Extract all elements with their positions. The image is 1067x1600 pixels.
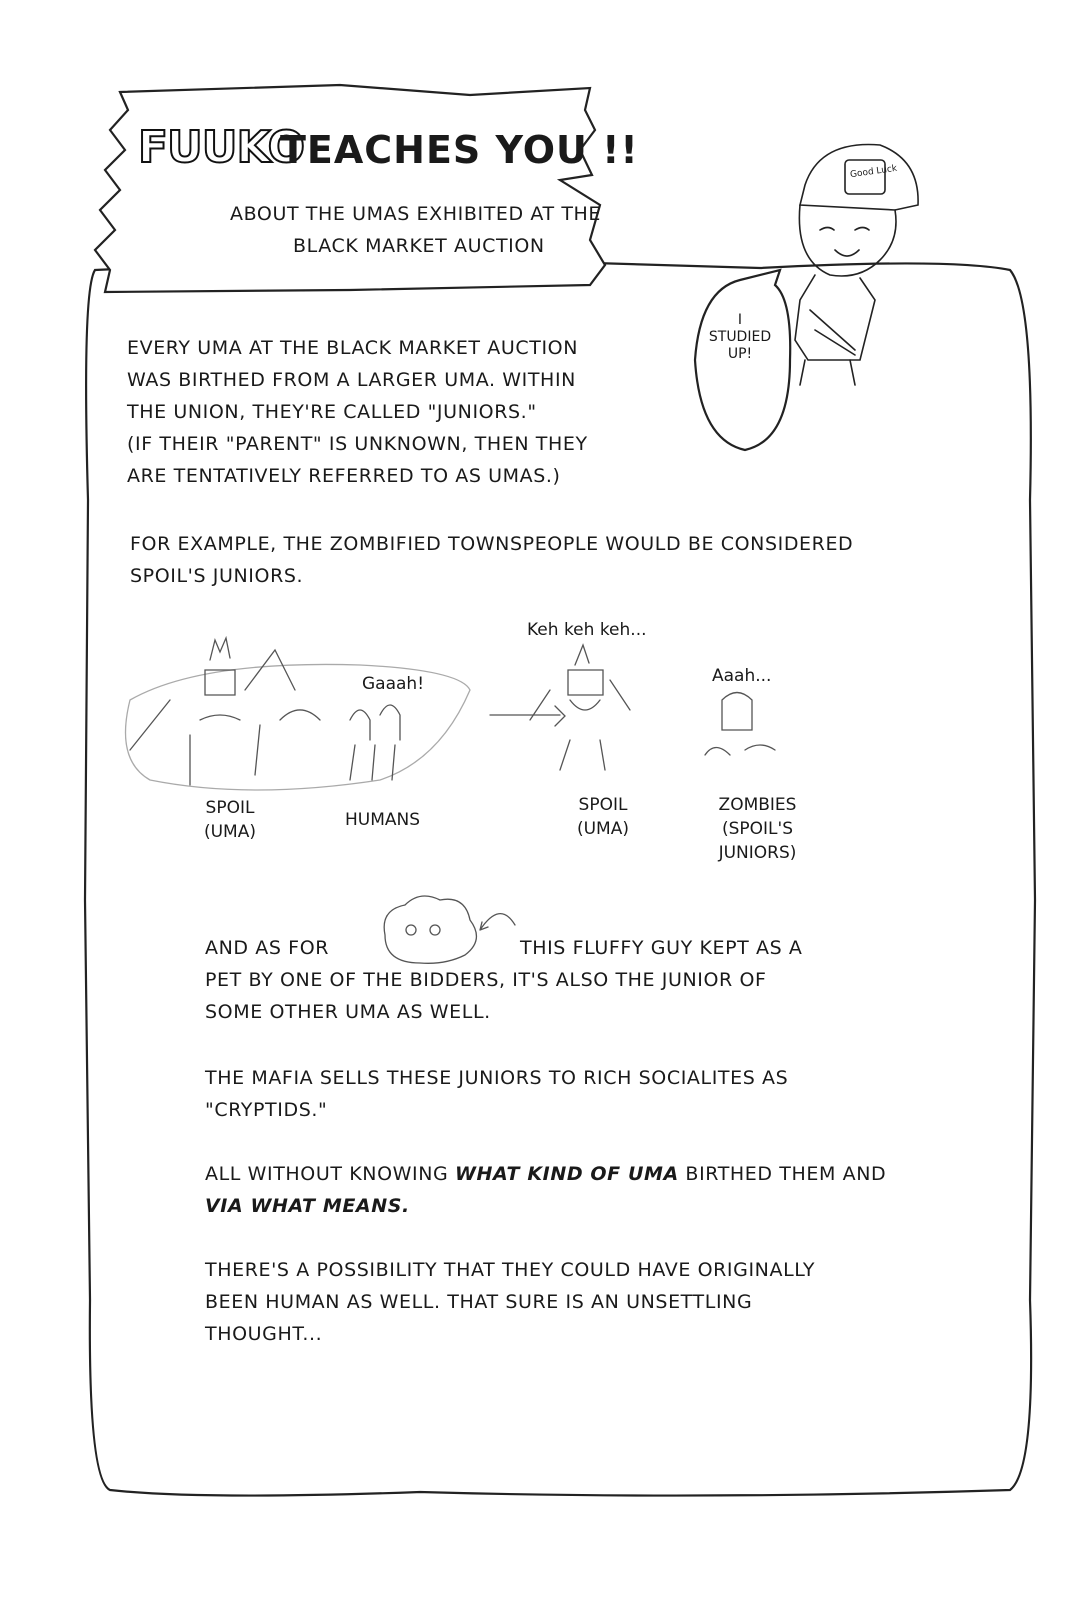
paragraph3-start: AND AS FOR — [205, 937, 330, 959]
label-humans: HUMANS — [344, 810, 421, 830]
label-line: (UMA) — [576, 819, 629, 839]
sfx-gaaah: Gaaah! — [362, 674, 425, 694]
bubble-line: STUDIED — [708, 329, 772, 345]
paragraph1-line: EVERY UMA AT THE BLACK MARKET AUCTION — [127, 337, 579, 359]
text: ALL WITHOUT KNOWING — [205, 1163, 455, 1185]
speech-bubble-text — [700, 312, 780, 363]
paragraph6-line: THERE'S A POSSIBILITY THAT THEY COULD HAVE ORIGINALLY — [205, 1259, 816, 1281]
paragraph3-line: PET BY ONE OF THE BIDDERS, IT'S ALSO THE JUNIOR OF — [205, 969, 767, 991]
text: BIRTHED THEM AND — [678, 1163, 887, 1185]
paragraph4-line: "CRYPTIDS." — [205, 1099, 328, 1121]
bubble-line: I — [737, 312, 743, 328]
paragraph5-line — [205, 1163, 886, 1185]
paragraph6-line: THOUGHT... — [205, 1323, 323, 1345]
label-line: (UMA) — [203, 822, 256, 842]
bubble-line: UP! — [727, 346, 753, 362]
title-box — [95, 85, 605, 292]
label-spoil-left — [190, 796, 270, 844]
hat-badge-text: Good Luck — [849, 163, 898, 181]
label-line: SPOIL — [578, 795, 628, 815]
paragraph1-line: (IF THEIR "PARENT" IS UNKNOWN, THEN THEY — [127, 433, 588, 455]
paragraph1-line: WAS BIRTHED FROM A LARGER UMA. WITHIN — [127, 369, 576, 391]
label-spoil-right — [563, 793, 643, 841]
label-line: (SPOIL'S — [721, 819, 793, 839]
paragraph2-line: SPOIL'S JUNIORS. — [130, 565, 304, 587]
title-fuuko: FUUKO — [138, 122, 305, 173]
emphasis: WHAT KIND OF UMA — [455, 1163, 679, 1185]
paragraph2-line: FOR EXAMPLE, THE ZOMBIFIED TOWNSPEOPLE WOULD BE CONSIDERED — [130, 533, 854, 555]
label-line: JUNIORS) — [718, 843, 797, 863]
paragraph1-line: THE UNION, THEY'RE CALLED "JUNIORS." — [127, 401, 537, 423]
subtitle-line: ABOUT THE UMAS EXHIBITED AT THE — [230, 203, 602, 225]
paragraph3-line: SOME OTHER UMA AS WELL. — [205, 1001, 491, 1023]
paragraph4-line: THE MAFIA SELLS THESE JUNIORS TO RICH SOCIALITES AS — [205, 1067, 789, 1089]
label-line: SPOIL — [205, 798, 255, 818]
title-teaches-you: TEACHES YOU !! — [280, 128, 639, 172]
sfx-keh: Keh keh keh... — [527, 620, 647, 640]
label-line: ZOMBIES — [718, 795, 797, 815]
sfx-aaah: Aaah... — [712, 666, 772, 686]
paragraph6-line: BEEN HUMAN AS WELL. THAT SURE IS AN UNSETTLING — [205, 1291, 753, 1313]
paragraph3-continue: THIS FLUFFY GUY KEPT AS A — [520, 937, 803, 959]
subtitle-line: BLACK MARKET AUCTION — [293, 235, 545, 257]
paragraph5-emphasis: VIA WHAT MEANS. — [205, 1195, 410, 1217]
paragraph1-line: ARE TENTATIVELY REFERRED TO AS UMAS.) — [127, 465, 561, 487]
label-zombies — [700, 793, 815, 865]
